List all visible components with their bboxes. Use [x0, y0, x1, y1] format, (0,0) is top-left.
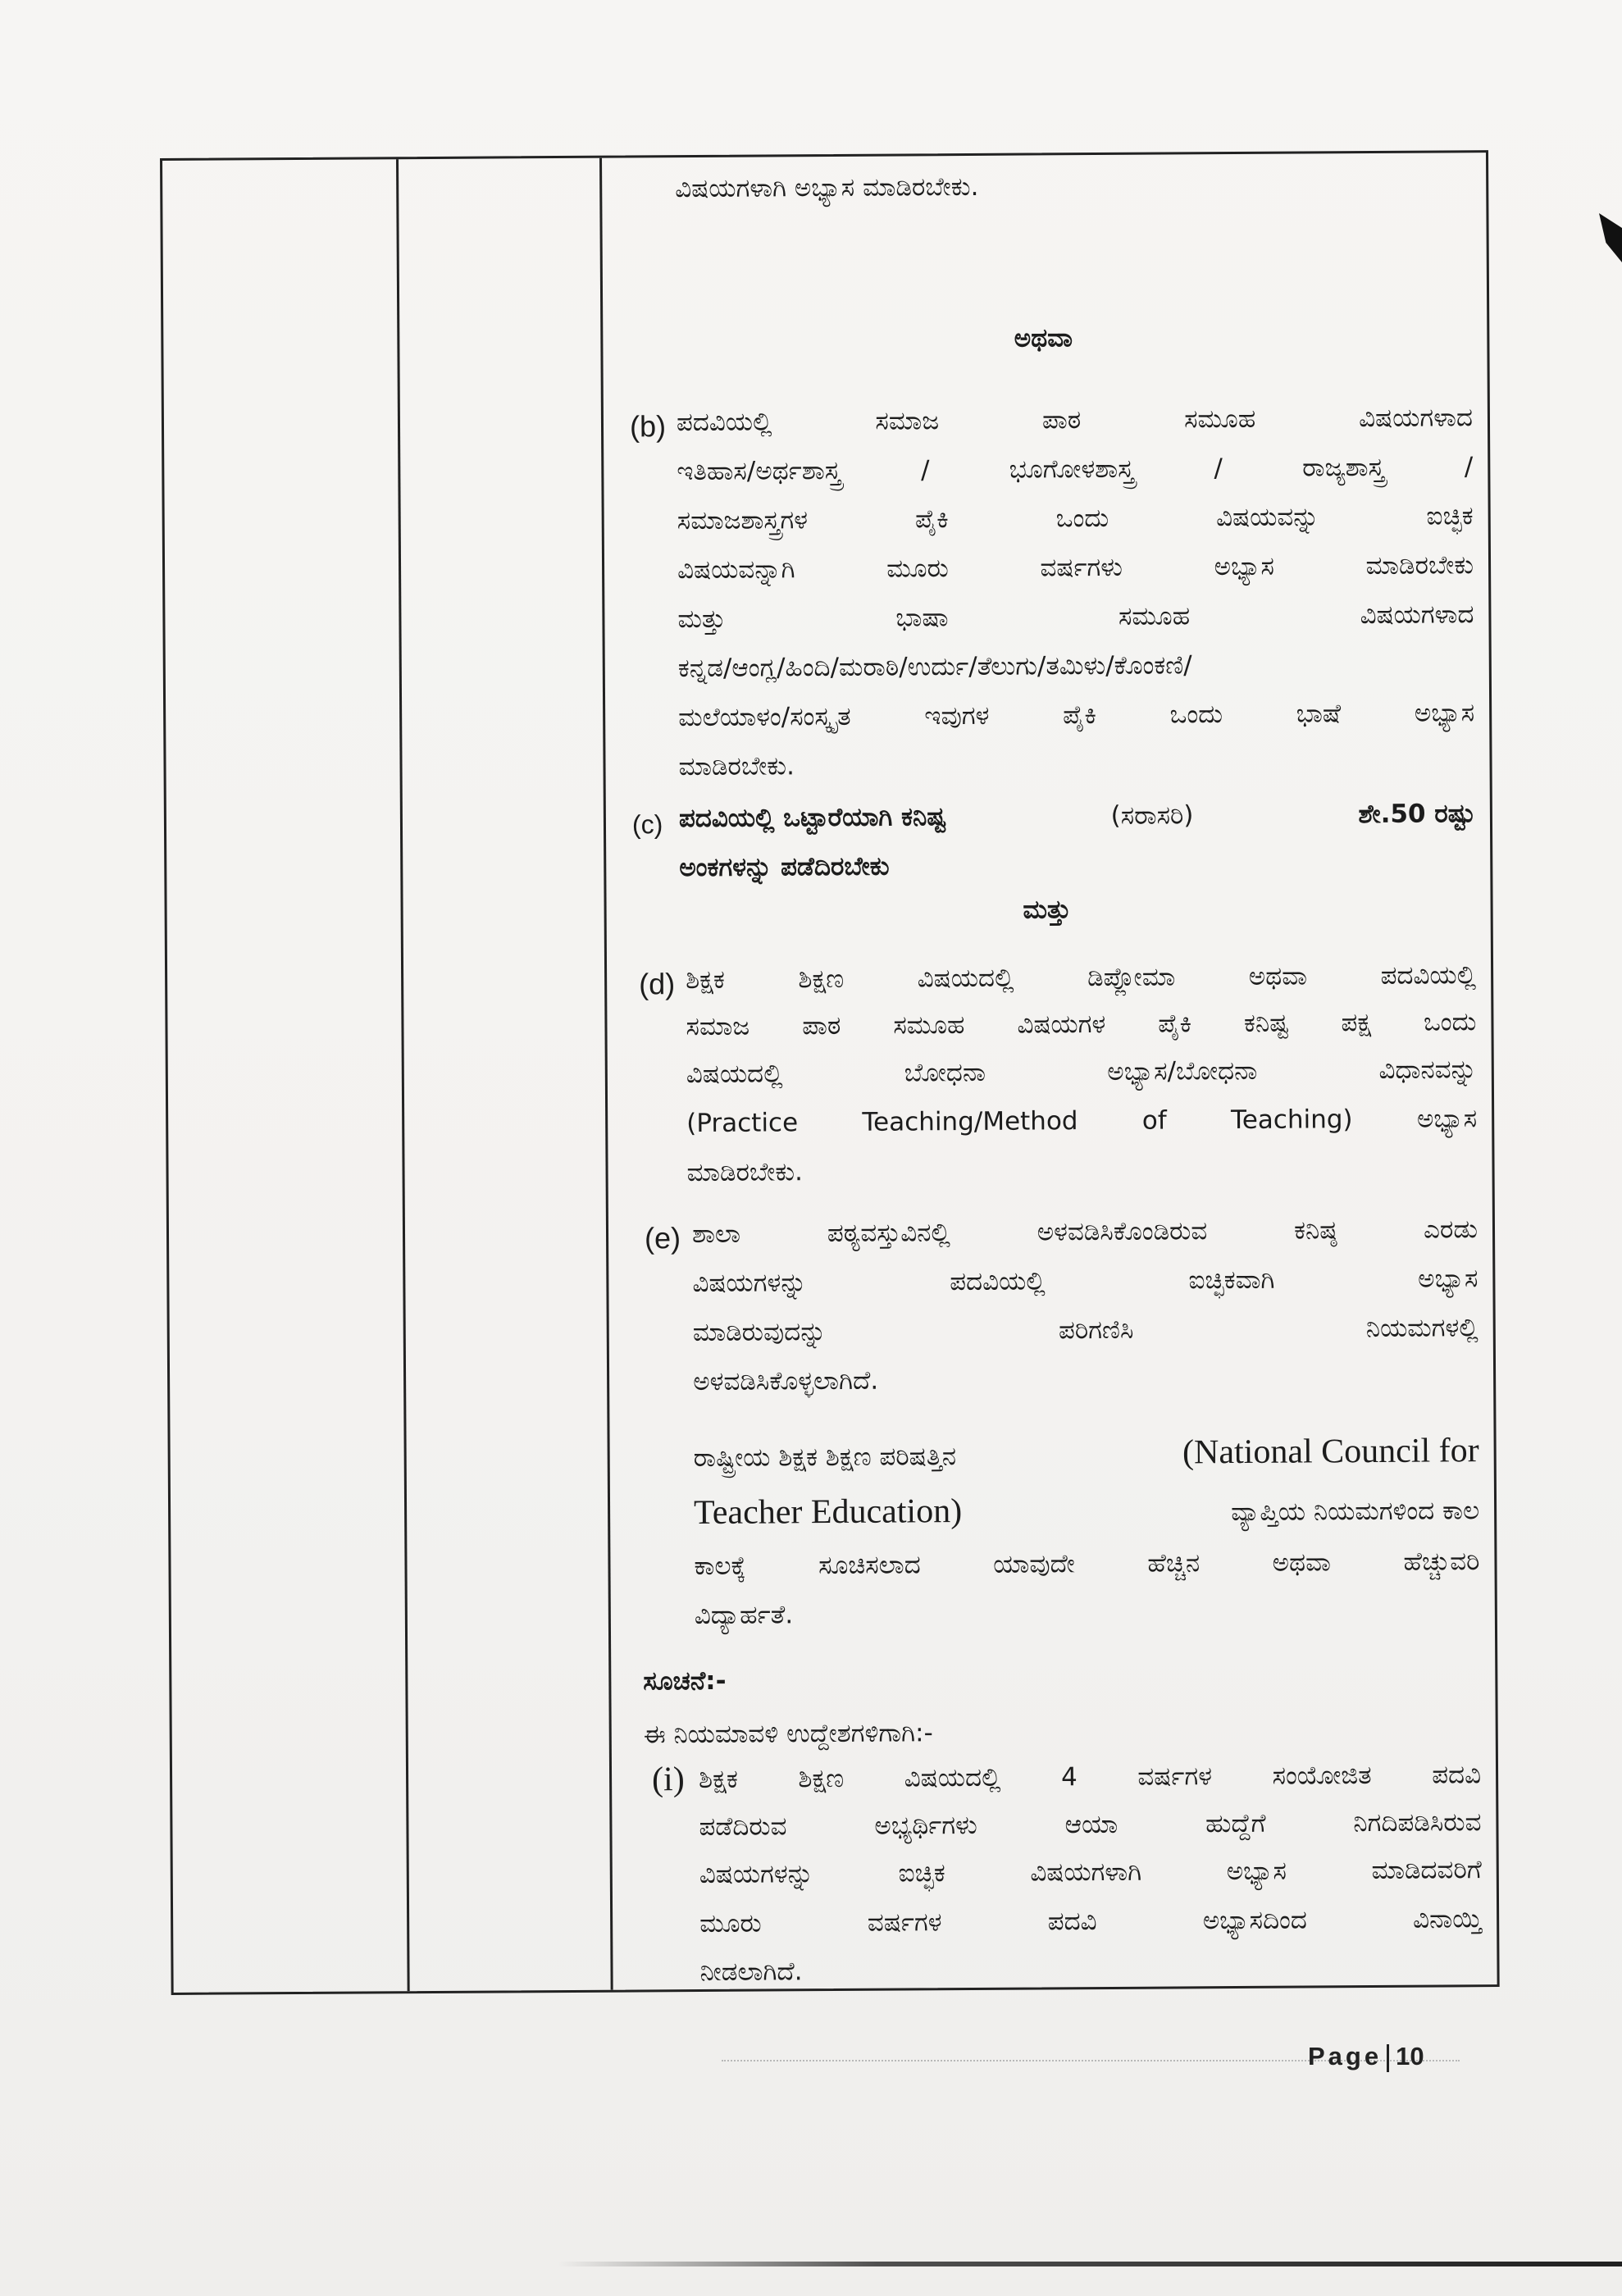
ncte-text-2b: ವ್ಯಾಪ್ತಿಯ ನಿಯಮಗಳಿಂದ ಕಾಲ: [1231, 1496, 1480, 1528]
item-c-text-b: (ಸರಾಸರಿ): [1110, 800, 1194, 831]
scan-bottom-edge: [558, 2262, 1622, 2266]
page-footer: [1308, 2042, 1424, 2072]
item-c-line-2: ಅಂಕಗಳನ್ನು ಪಡೆದಿರಬೇಕು: [679, 851, 890, 883]
table-column-divider-1: [396, 159, 410, 1991]
item-e-line-3: ಮಾಡಿರುವುದನ್ನು ಪರಿಗಣಿಸಿ ನಿಯಮಗಳಲ್ಲಿ: [692, 1313, 1478, 1348]
ncte-text-1b: (National Council for: [1182, 1432, 1479, 1472]
ncte-line-2: [694, 1485, 1479, 1538]
ncte-line-1: [694, 1428, 1479, 1481]
item-d-line-1: ಶಿಕ್ಷಕ ಶಿಕ್ಷಣ ವಿಷಯದಲ್ಲಿ ಡಿಪ್ಲೋಮಾ ಅಥವಾ ಪದವಿಯಲ್ಲಿ: [686, 960, 1477, 995]
item-c-line-1: [679, 790, 1475, 841]
item-b-line-2: ಇತಿಹಾಸ/ಅರ್ಥಶಾಸ್ತ್ರ / ಭೂಗೋಳಶಾಸ್ತ್ರ / ರಾಜ್ಯಶಾಸ್ತ್ರ /: [677, 452, 1474, 487]
ncte-text-1a: ರಾಷ್ಟ್ರೀಯ ಶಿಕ್ಷಕ ಶಿಕ್ಷಣ ಪರಿಷತ್ತಿನ: [693, 1442, 957, 1474]
item-i-line-5: ನೀಡಲಾಗಿದೆ.: [699, 1957, 803, 1988]
item-i-line-4: ಮೂರು ವರ್ಷಗಳ ಪದವಿ ಅಭ್ಯಾಸದಿಂದ ವಿನಾಯ್ತಿ: [699, 1904, 1483, 1939]
ncte-text-2a: Teacher Education): [693, 1492, 963, 1533]
footer-page-label: Page: [1308, 2042, 1383, 2070]
note-intro: ಈ ನಿಯಮಾವಳಿ ಉದ್ದೇಶಗಳಿಗಾಗಿ:-: [643, 1718, 933, 1750]
item-c-text-c: ಶೇ.50 ರಷ್ಟು: [1358, 799, 1476, 830]
item-d-line-4: (Practice Teaching/Method of Teaching) ಅಭ್ಯಾಸ: [686, 1104, 1478, 1139]
ncte-line-4: ವಿದ್ಯಾರ್ಹತೆ.: [694, 1600, 794, 1631]
and-heading: ಮತ್ತು: [1023, 895, 1071, 925]
item-b-line-7: ಮಲೆಯಾಳಂ/ಸಂಸ್ಕೃತ ಇವುಗಳ ಪೈಕಿ ಒಂದು ಭಾಷೆ ಅಭ್ಯಾಸ: [678, 698, 1475, 733]
item-e-line-4: ಅಳವಡಿಸಿಕೊಳ್ಳಲಾಗಿದೆ.: [693, 1365, 879, 1397]
item-c-text-a: ಪದವಿಯಲ್ಲಿ ಒಟ್ಟಾರೆಯಾಗಿ ಕನಿಷ್ಟ: [678, 802, 946, 834]
item-d-line-5: ಮಾಡಿರಬೇಕು.: [686, 1157, 804, 1188]
or-heading: ಅಥವಾ: [1014, 323, 1073, 353]
item-i-line-3: ವಿಷಯಗಳನ್ನು ಐಚ್ಛಿಕ ವಿಷಯಗಳಾಗಿ ಅಭ್ಯಾಸ ಮಾಡಿದವರಿಗೆ: [699, 1855, 1482, 1890]
item-b-line-6: ಕನ್ನಡ/ಆಂಗ್ಲ/ಹಿಂದಿ/ಮರಾಠಿ/ಉರ್ದು/ತೆಲುಗು/ತಮಿಳು/ಕೊಂಕಣಿ/: [677, 650, 1192, 684]
item-d-line-2: ಸಮಾಜ ಪಾಠ ಸಮೂಹ ವಿಷಯಗಳ ಪೈಕಿ ಕನಿಷ್ಟ ಪಕ್ಷ ಒಂದು: [686, 1007, 1477, 1042]
note-heading: ಸೂಚನೆ:-: [643, 1665, 727, 1697]
page-edge-mark: [1599, 213, 1622, 262]
item-b-marker: (b): [629, 409, 667, 444]
item-i-line-2: ಪಡೆದಿರುವ ಅಭ್ಯರ್ಥಿಗಳು ಆಯಾ ಹುದ್ದೆಗೆ ನಿಗದಿಪಡಿಸಿರುವ: [699, 1807, 1482, 1843]
item-c-marker: (c): [631, 809, 663, 840]
table-content-cell: [605, 153, 1491, 1989]
item-b-line-5: ಮತ್ತು ಭಾಷಾ ಸಮೂಹ ವಿಷಯಗಳಾದ: [677, 599, 1474, 635]
ncte-line-3: ಕಾಲಕ್ಕೆ ಸೂಚಿಸಲಾದ ಯಾವುದೇ ಹೆಚ್ಚಿನ ಅಥವಾ ಹೆಚ್ಚುವರಿ: [694, 1547, 1480, 1582]
item-b-line-3: ಸಮಾಜಶಾಸ್ತ್ರಗಳ ಪೈಕಿ ಒಂದು ವಿಷಯವನ್ನು ಐಚ್ಛಿಕ: [677, 501, 1474, 536]
item-d-marker: (d): [639, 967, 676, 1001]
item-e-marker: (e): [644, 1221, 681, 1255]
footer-separator: [1387, 2044, 1389, 2072]
rules-table: [160, 150, 1500, 1995]
item-d-line-3: ವಿಷಯದಲ್ಲಿ ಬೋಧನಾ ಅಭ್ಯಾಸ/ಬೋಧನಾ ವಿಧಾನವನ್ನು: [686, 1055, 1477, 1090]
item-i-marker: (i): [651, 1761, 685, 1799]
item-b-line-8: ಮಾಡಿರಬೇಕು.: [678, 751, 795, 782]
item-b-line-1: ಪದವಿಯಲ್ಲಿ ಸಮಾಜ ಪಾಠ ಸಮೂಹ ವಿಷಯಗಳಾದ: [676, 403, 1474, 438]
item-e-line-2: ವಿಷಯಗಳನ್ನು ಪದವಿಯಲ್ಲಿ ಐಚ್ಛಿಕವಾಗಿ ಅಭ್ಯಾಸ: [692, 1264, 1478, 1299]
item-e-line-1: ಶಾಲಾ ಪಠ್ಯವಸ್ತುವಿನಲ್ಲಿ ಅಳವಡಿಸಿಕೊಂಡಿರುವ ಕನಿಷ್ಠ ಎರಡು: [691, 1214, 1478, 1250]
item-i-line-1: ಶಿಕ್ಷಕ ಶಿಕ್ಷಣ ವಿಷಯದಲ್ಲಿ 4 ವರ್ಷಗಳ ಸಂಯೋಜಿತ ಪದವಿ: [698, 1760, 1482, 1795]
footer-page-number: 10: [1396, 2042, 1424, 2070]
continuation-line: ವಿಷಯಗಳಾಗಿ ಅಭ್ಯಾಸ ಮಾಡಿರಬೇಕು.: [675, 171, 979, 204]
item-b-line-4: ವಿಷಯವನ್ನಾಗಿ ಮೂರು ವರ್ಷಗಳು ಅಭ್ಯಾಸ ಮಾಡಿರಬೇಕು: [677, 550, 1474, 585]
